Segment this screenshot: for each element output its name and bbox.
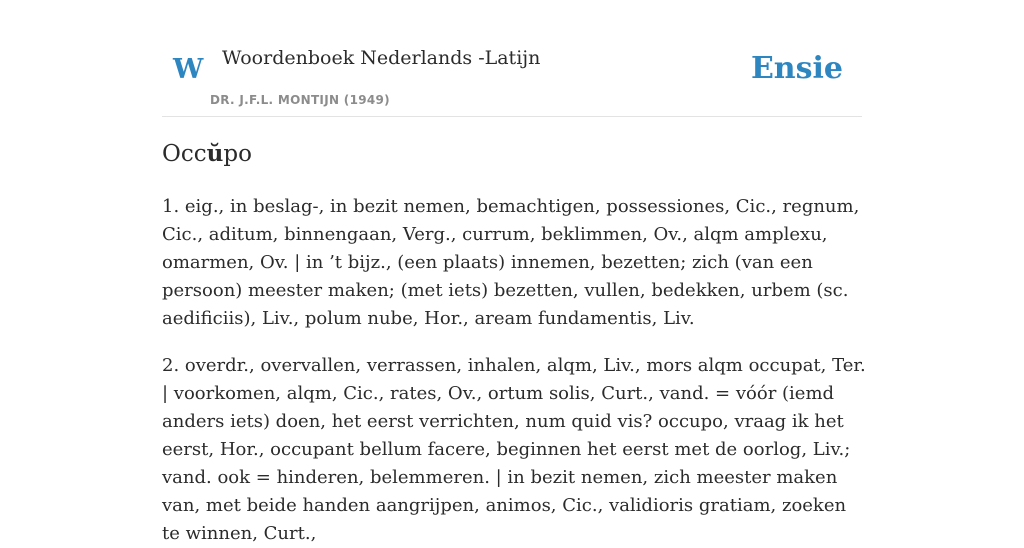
headword-start: Occ: [162, 141, 207, 167]
entry-content: [162, 136, 866, 548]
sense-1: 1. eig., in beslag-, in bezit nemen, bemachtigen, possessiones, Cic., regnum, Cic., aditum, binnengaan, Verg., currum, beklimmen, Ov., alqm amplexu, omarmen, Ov. | in ’t bijz., (een plaats) innemen, bezetten; zich (van een persoon) meester maken; (met iets) bezetten, vullen, bedekken, urbem (sc. aedificiis), Liv., polum nube, Hor., aream fundamentis, Liv.: [162, 196, 860, 329]
header: [162, 0, 862, 117]
sense-2: 2. overdr., overvallen, verrassen, inhalen, alqm, Liv., mors alqm occupat, Ter. | voorkomen, alqm, Cic., rates, Ov., ortum solis, Curt., vand. = vóór (iemd anders iets) doen, het eerst verrichten, num quid vis? occupo, vraag ik het eerst, Hor., occupant bellum facere, beginnen het eerst met de oorlog, Liv.; vand. ook = hinderen, belemmeren. | in bezit nemen, zich meester maken van, met beide handen aangrijpen, animos, Cic., validioris gratiam, zoeken te winnen, Curt.,: [162, 355, 866, 544]
entry-headword: [162, 136, 866, 172]
headword-accent: ŭ: [206, 140, 224, 167]
ensie-logo[interactable]: Ensie: [750, 51, 843, 86]
headword-end: po: [223, 141, 252, 167]
dictionary-author: DR. J.F.L. MONTIJN (1949): [210, 93, 390, 107]
dictionary-title[interactable]: Woordenboek Nederlands -Latijn: [222, 47, 541, 69]
dictionary-logo[interactable]: W: [173, 54, 204, 85]
